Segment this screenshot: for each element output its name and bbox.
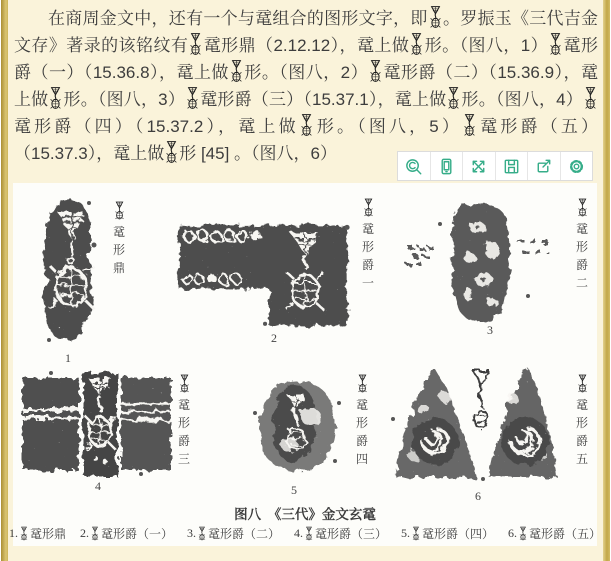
caption-char: 形 [177, 416, 190, 430]
rubbing-1-image [39, 195, 101, 347]
ancient-glyph-icon [20, 526, 28, 541]
paragraph-text: 鼋形爵（四）（15.37.2），鼋上做 [14, 117, 299, 136]
rubbing-2-image [173, 213, 353, 331]
ancient-glyph-icon [49, 86, 62, 110]
rubbing-number: 2 [271, 331, 277, 345]
paragraph-text: 鼋形爵（五）（15.37.3），鼋上做 [14, 117, 599, 163]
rubbing-caption [111, 201, 127, 274]
ancient-glyph-icon [463, 113, 476, 137]
figure-legend [8, 525, 602, 542]
caption-char: 一 [361, 276, 374, 290]
ancient-glyph-icon [114, 201, 125, 220]
legend-label: 鼋形爵（三） [315, 527, 388, 541]
ancient-glyph-icon [519, 526, 527, 541]
rubbing-3-image [400, 198, 560, 328]
magnifier-icon [404, 157, 423, 176]
rubbing-caption [176, 374, 192, 465]
paragraph-text: 形。（图八，4） [461, 90, 583, 109]
legend-number: 5. [401, 526, 411, 540]
ancient-glyph-icon [369, 59, 382, 83]
rubbing-number: 1 [65, 351, 71, 365]
ancient-glyph-icon [165, 140, 178, 164]
ancient-glyph-icon [577, 374, 588, 393]
reader-toolbar [397, 151, 593, 181]
rubbing-number: 5 [291, 483, 297, 497]
legend-label: 鼋形鼎 [29, 527, 66, 541]
ancient-glyph-icon [549, 32, 562, 56]
mobile-view-button[interactable] [430, 152, 463, 180]
paragraph-text: 形 [45] 。（图八，6） [179, 144, 337, 163]
caption-char: 鼎 [112, 261, 125, 275]
paragraph-text: 鼋形鼎（2.12.12），鼋上做 [203, 36, 410, 55]
legend-item [187, 525, 280, 542]
paragraph [14, 5, 598, 167]
legend-number: 3. [186, 526, 196, 540]
rubbing-number: 3 [487, 323, 493, 337]
caption-char: 三 [177, 452, 190, 466]
rubbing-caption [354, 374, 370, 465]
legend-number: 1. [8, 526, 18, 540]
paragraph-text: 鼋形爵（三）（15.37.1），鼋上做 [200, 90, 447, 109]
paragraph-text: 形。（图八，5） [313, 117, 463, 136]
rubbing-5-image [247, 372, 347, 476]
caption-char: 形 [361, 240, 374, 254]
legend-label: 鼋形爵（四） [422, 527, 495, 541]
right-edge-stripe [603, 0, 610, 561]
ancient-glyph-icon [429, 5, 442, 29]
caption-char: 爵 [361, 258, 374, 272]
ancient-glyph-icon [363, 198, 374, 217]
ancient-glyph-icon [577, 198, 588, 217]
caption-char: 爵 [177, 434, 190, 448]
ancient-glyph-icon [305, 526, 313, 541]
caption-char: 形 [112, 243, 125, 257]
ancient-glyph-icon [91, 526, 99, 541]
caption-char: 鼋 [575, 398, 588, 412]
legend-number: 4. [294, 526, 303, 540]
paragraph-text: 。罗振玉《三代吉金文存》著录的该铭纹有 [14, 9, 599, 55]
paragraph-text: 鼋形爵（二）（15.36.9），鼋上做 [14, 63, 598, 109]
fullscreen-button[interactable] [462, 152, 495, 180]
legend-item [9, 525, 66, 542]
paragraph-text: 鼋形爵（一）（15.36.8），鼋上做 [14, 36, 598, 82]
ancient-glyph-icon [179, 374, 190, 393]
figure-title: 图八 《三代》金文玄鼋 [234, 507, 376, 522]
legend-label: 鼋形爵（五） [529, 527, 602, 541]
legend-number: 2. [79, 526, 89, 540]
legend-item [294, 525, 387, 542]
caption-char: 二 [575, 276, 588, 290]
search-button[interactable] [398, 152, 430, 180]
rubbing-number: 4 [95, 479, 101, 493]
ancient-glyph-icon [447, 86, 460, 110]
ancient-glyph-icon [357, 374, 368, 393]
paragraph-text: 形。（图八，1） [424, 36, 549, 55]
caption-char: 鼋 [112, 225, 125, 239]
rubbing-number: 6 [475, 489, 481, 503]
caption-char: 鼋 [575, 222, 588, 236]
caption-char: 鼋 [355, 398, 368, 412]
legend-number: 6. [508, 526, 518, 540]
share-button[interactable] [527, 152, 560, 180]
ancient-glyph-icon [300, 113, 313, 137]
caption-char: 四 [355, 452, 368, 466]
paragraph-text: 形。（图八，2） [243, 63, 369, 82]
caption-char: 爵 [575, 434, 588, 448]
legend-label: 鼋形爵（二） [207, 527, 280, 541]
left-edge-stripe [1, 0, 8, 561]
legend-label: 鼋形爵（一） [100, 527, 173, 541]
paragraph-text: 在商周金文中，还有一个与鼋组合的图形文字，即 [48, 9, 428, 28]
ancient-glyph-icon [186, 86, 199, 110]
save-button[interactable] [495, 152, 528, 180]
paragraph-text: 形。（图八，3） [63, 90, 186, 109]
rubbing-caption [574, 374, 590, 465]
caption-char: 爵 [355, 434, 368, 448]
ancient-glyph-icon [230, 59, 243, 83]
floppy-icon [502, 157, 521, 176]
expand-arrows-icon [469, 157, 488, 176]
rubbing-caption [360, 198, 376, 289]
caption-char: 鼋 [177, 398, 190, 412]
gear-icon [567, 157, 586, 176]
caption-char: 五 [575, 452, 588, 466]
rubbing-4-image [21, 370, 173, 478]
rubbing-6-image [387, 358, 559, 486]
legend-item [508, 525, 601, 542]
legend-item [80, 525, 173, 542]
settings-button[interactable] [560, 152, 593, 180]
phone-icon [437, 157, 456, 176]
ancient-glyph-icon [189, 32, 202, 56]
caption-char: 形 [355, 416, 368, 430]
ancient-glyph-icon [410, 32, 423, 56]
figure-plate [8, 183, 602, 546]
caption-char: 形 [575, 240, 588, 254]
share-arrow-icon [534, 157, 553, 176]
ancient-glyph-icon [412, 526, 420, 541]
caption-char: 鼋 [361, 222, 374, 236]
legend-item [401, 525, 494, 542]
ancient-glyph-icon [198, 526, 206, 541]
rubbing-caption [574, 198, 590, 289]
ancient-glyph-icon [584, 86, 597, 110]
caption-char: 爵 [575, 258, 588, 272]
caption-char: 形 [575, 416, 588, 430]
